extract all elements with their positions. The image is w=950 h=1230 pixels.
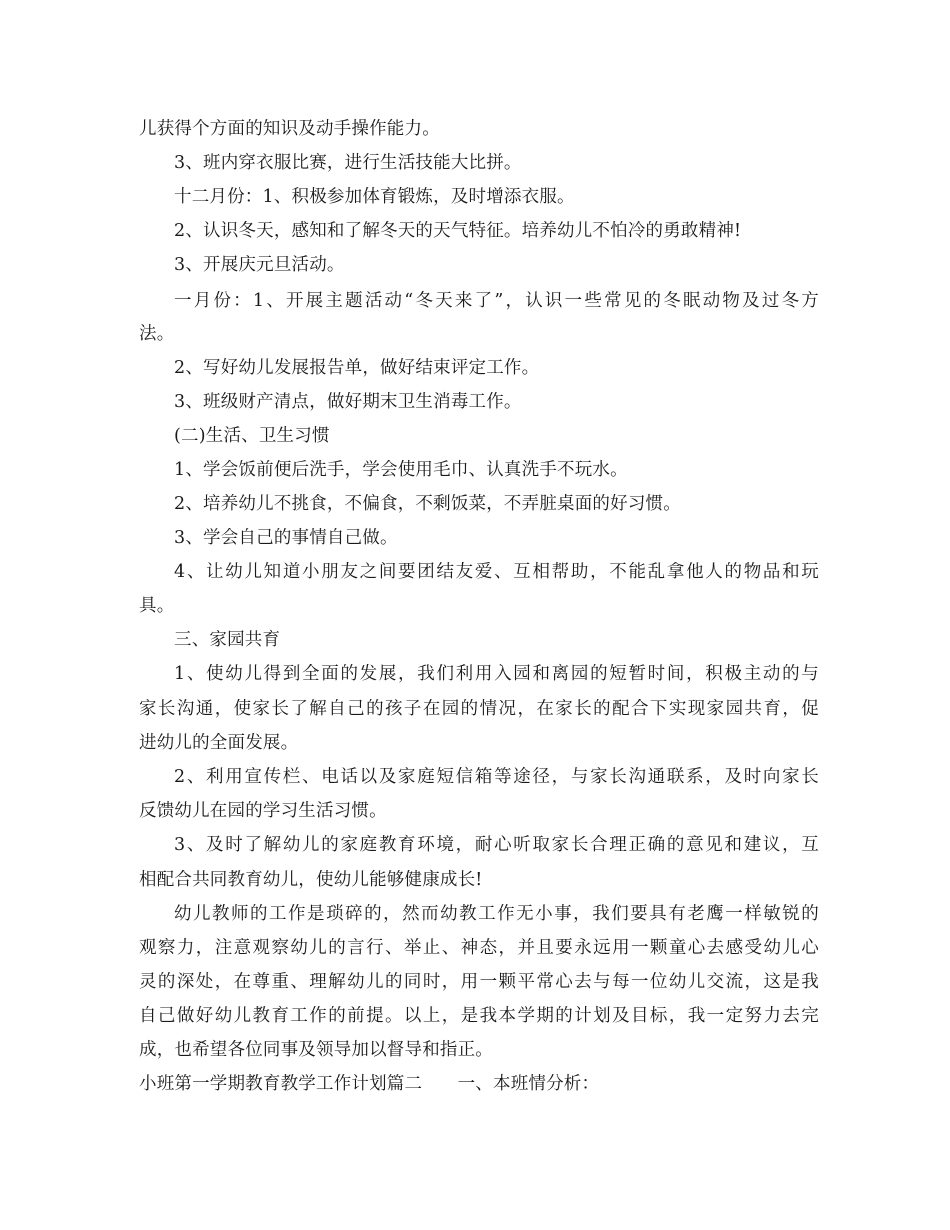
paragraph-line: 儿获得个方面的知识及动手操作能力。 [139, 119, 440, 139]
subtitle-line: 小班第一学期教育教学工作计划篇二 一、本班情分析： [139, 1074, 600, 1094]
paragraph-line: 一月份：1、开展主题活动“冬天来了”，认识一些常见的冬眠动物及过冬方 [174, 291, 819, 311]
paragraph-line: 灵的深处，在尊重、理解幼儿的同时，用一颗平常心去与每一位幼儿交流，这是我 [139, 972, 819, 992]
paragraph-line: 3、开展庆元旦活动。 [174, 255, 345, 275]
paragraph-line: 3、及时了解幼儿的家庭教育环境，耐心听取家长合理正确的意见和建议，互 [174, 835, 819, 855]
paragraph-line: 幼儿教师的工作是琐碎的，然而幼教工作无小事，我们要具有老鹰一样敏锐的 [174, 904, 819, 924]
section-heading: 三、家园共育 [174, 630, 281, 650]
paragraph-line: 观察力，注意观察幼儿的言行、举止、神态，并且要永远用一颗童心去感受幼儿心 [139, 938, 819, 958]
section-heading: (二)生活、卫生习惯 [174, 426, 330, 446]
paragraph-line: 3、班级财产清点，做好期末卫生消毒工作。 [174, 392, 522, 412]
paragraph-line: 成，也希望各位同事及领导加以督导和指正。 [139, 1040, 493, 1060]
paragraph-line: 2、利用宣传栏、电话以及家庭短信箱等途径，与家长沟通联系，及时向家长 [174, 767, 819, 787]
paragraph-line: 3、班内穿衣服比赛，进行生活技能大比拼。 [174, 153, 522, 173]
paragraph-line: 3、学会自己的事情自己做。 [174, 528, 398, 548]
paragraph-line: 十二月份：1、积极参加体育锻炼，及时增添衣服。 [174, 187, 575, 207]
paragraph-line: 2、写好幼儿发展报告单，做好结束评定工作。 [174, 358, 540, 378]
paragraph-line: 自己做好幼儿教育工作的前提。以上，是我本学期的计划及目标，我一定努力去完 [139, 1006, 819, 1026]
paragraph-line: 1、使幼儿得到全面的发展，我们利用入园和离园的短暂时间，积极主动的与 [174, 664, 819, 684]
paragraph-line: 相配合共同教育幼儿，使幼儿能够健康成长! [139, 870, 483, 890]
paragraph-line: 1、学会饭前便后洗手，学会使用毛巾、认真洗手不玩水。 [174, 460, 628, 480]
paragraph-line: 反馈幼儿在园的学习生活习惯。 [139, 801, 387, 821]
paragraph-line: 家长沟通，使家长了解自己的孩子在园的情况，在家长的配合下实现家园共育，促 [139, 699, 819, 719]
paragraph-line: 2、培养幼儿不挑食，不偏食，不剩饭菜，不弄脏桌面的好习惯。 [174, 494, 681, 514]
paragraph-line: 法。 [139, 324, 175, 344]
paragraph-line: 4、让幼儿知道小朋友之间要团结友爱、互相帮助，不能乱拿他人的物品和玩 [174, 562, 819, 582]
paragraph-line: 具。 [139, 596, 175, 616]
paragraph-line: 进幼儿的全面发展。 [139, 733, 299, 753]
paragraph-line: 2、认识冬天，感知和了解冬天的天气特征。培养幼儿不怕冷的勇敢精神! [174, 221, 742, 241]
